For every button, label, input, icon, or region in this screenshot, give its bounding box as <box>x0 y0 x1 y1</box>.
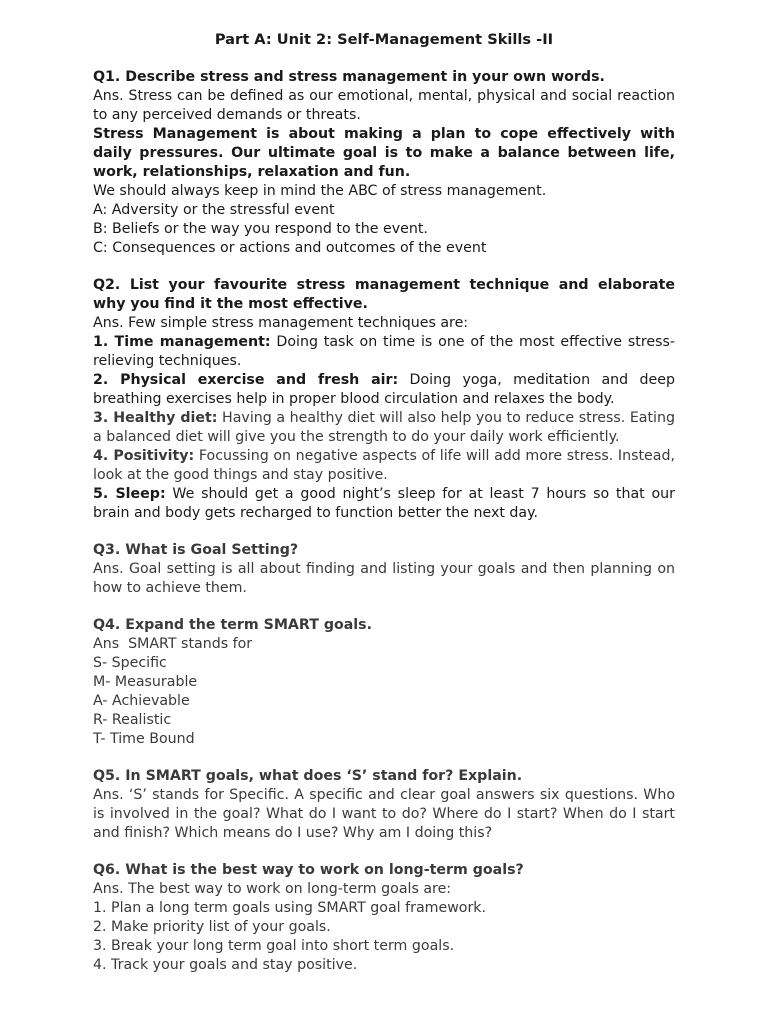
q2-item <box>93 409 675 447</box>
q4-question: Q4. Expand the term SMART goals. <box>93 617 372 633</box>
q2-item <box>93 485 675 523</box>
q5-section <box>93 767 675 843</box>
q4-item: M- Measurable <box>93 674 198 690</box>
q6-section <box>93 861 675 975</box>
q2-section <box>93 276 675 523</box>
q2-item-heading: 4. Positivity: <box>93 448 195 464</box>
q1-abc-item: C: Consequences or actions and outcomes of the event <box>93 240 487 256</box>
q2-item <box>93 447 675 485</box>
q1-section <box>93 68 675 258</box>
q1-bold-paragraph: Stress Management is about making a plan to cope effectively with daily pressures. Our ultimate goal is to make a balance between life, work, relationships, relaxation and fun. <box>93 126 675 180</box>
q2-item-heading: 1. Time management: <box>93 334 271 350</box>
q5-question: Q5. In SMART goals, what does ‘S’ stand for? Explain. <box>93 768 523 784</box>
q4-section <box>93 616 675 749</box>
q2-item-text: Doing task on time is one of the most effective stress-relieving techniques. <box>93 334 675 369</box>
q1-question: Q1. Describe stress and stress management in your own words. <box>93 69 605 85</box>
document-page <box>93 30 675 993</box>
q6-item: 1. Plan a long term goals using SMART goal framework. <box>93 900 487 916</box>
q4-item: S- Specific <box>93 655 167 671</box>
q6-item: 2. Make priority list of your goals. <box>93 919 331 935</box>
q1-abc-item: A: Adversity or the stressful event <box>93 202 335 218</box>
q6-item: 3. Break your long term goal into short term goals. <box>93 938 455 954</box>
q4-item: T- Time Bound <box>93 731 195 747</box>
q3-question: Q3. What is Goal Setting? <box>93 542 299 558</box>
q6-intro: Ans. The best way to work on long-term goals are: <box>93 881 452 897</box>
q2-item-text: Focussing on negative aspects of life will add more stress. Instead, look at the good things and stay positive. <box>93 448 675 483</box>
q2-question: Q2. List your favourite stress management technique and elaborate why you find it the most effective. <box>93 277 675 312</box>
q2-item-heading: 2. Physical exercise and fresh air: <box>93 372 399 388</box>
q2-intro: Ans. Few simple stress management techniques are: <box>93 315 469 331</box>
q4-intro: Ans SMART stands for <box>93 636 253 652</box>
q2-item <box>93 333 675 371</box>
q2-item-text: We should get a good night’s sleep for at least 7 hours so that our brain and body gets recharged to function better the next day. <box>93 486 675 521</box>
q1-abc-intro: We should always keep in mind the ABC of stress management. <box>93 183 547 199</box>
q5-answer: Ans. ‘S’ stands for Specific. A specific and clear goal answers six questions. Who is involved in the goal? What do I want to do? Where do I start? When do I start and finish? Which means do I use? Why am I doing this? <box>93 787 675 841</box>
q4-item: R- Realistic <box>93 712 172 728</box>
q2-item-text: Doing yoga, meditation and deep breathing exercises help in proper blood circulation and relaxes the body. <box>93 372 675 407</box>
q1-answer: Ans. Stress can be defined as our emotional, mental, physical and social reaction to any perceived demands or threats. <box>93 88 675 123</box>
q2-item <box>93 371 675 409</box>
q1-abc-item: B: Beliefs or the way you respond to the event. <box>93 221 428 237</box>
q2-item-text: Having a healthy diet will also help you to reduce stress. Eating a balanced diet will give you the strength to do your daily work efficiently. <box>93 410 675 445</box>
q6-question: Q6. What is the best way to work on long-term goals? <box>93 862 524 878</box>
page-title: Part A: Unit 2: Self-Management Skills -II <box>214 31 554 48</box>
q2-item-heading: 3. Healthy diet: <box>93 410 218 426</box>
q6-item: 4. Track your goals and stay positive. <box>93 957 358 973</box>
q4-item: A- Achievable <box>93 693 190 709</box>
q2-item-heading: 5. Sleep: <box>93 486 166 502</box>
q3-answer: Ans. Goal setting is all about finding and listing your goals and then planning on how to achieve them. <box>93 561 675 596</box>
q3-section <box>93 541 675 598</box>
